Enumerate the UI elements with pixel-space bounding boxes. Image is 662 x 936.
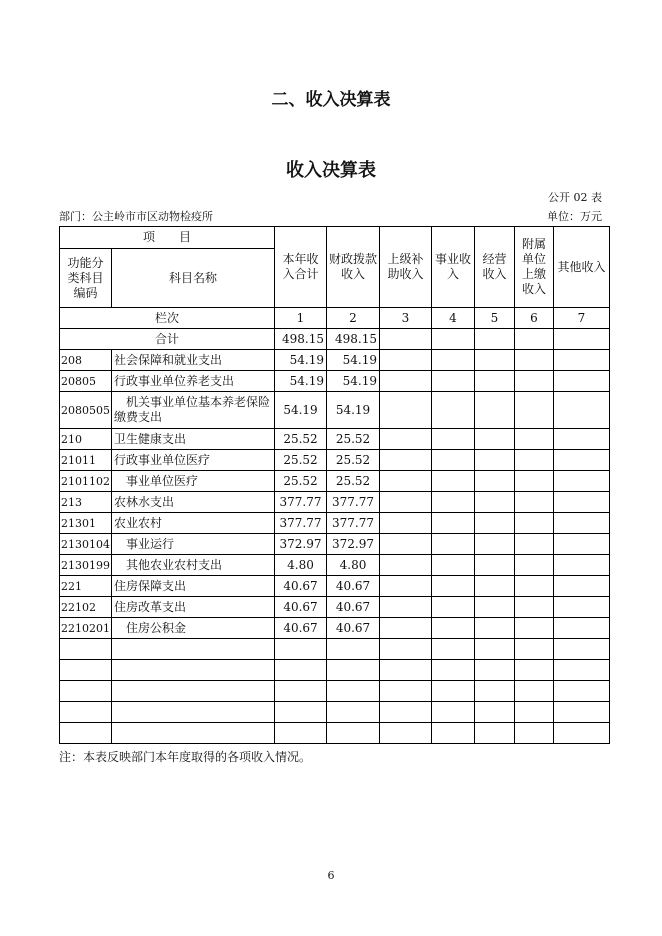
row-name: 农业农村 xyxy=(112,513,275,534)
income-table xyxy=(59,226,610,744)
row-name: 行政事业单位医疗 xyxy=(112,450,275,471)
empty-row xyxy=(60,660,610,681)
table-row xyxy=(60,450,610,471)
row-name: 机关事业单位基本养老保险缴费支出 xyxy=(112,392,275,429)
row-name: 事业单位医疗 xyxy=(112,471,275,492)
row-code: 221 xyxy=(60,576,112,597)
row-total: 40.67 xyxy=(275,597,327,618)
row-total: 377.77 xyxy=(275,492,327,513)
row-fiscal: 40.67 xyxy=(327,618,380,639)
row-code: 2130104 xyxy=(60,534,112,555)
row-fiscal: 25.52 xyxy=(327,471,380,492)
table-row xyxy=(60,471,610,492)
row-fiscal: 372.97 xyxy=(327,534,380,555)
header-col: 附属单位上缴收入 xyxy=(515,227,554,308)
header-col: 本年收入合计 xyxy=(275,227,327,308)
col-num: 3 xyxy=(380,308,432,329)
col-num: 7 xyxy=(554,308,610,329)
row-code: 2210201 xyxy=(60,618,112,639)
unit-label: 单位：万元 xyxy=(547,210,602,223)
col-num: 4 xyxy=(432,308,475,329)
table-title: 收入决算表 xyxy=(286,160,376,181)
page-number: 6 xyxy=(327,869,335,882)
row-code: 2130199 xyxy=(60,555,112,576)
empty-row xyxy=(60,681,610,702)
row-code: 21301 xyxy=(60,513,112,534)
table-row xyxy=(60,350,610,371)
table-row xyxy=(60,513,610,534)
row-fiscal: 25.52 xyxy=(327,429,380,450)
table-row xyxy=(60,597,610,618)
empty-row xyxy=(60,639,610,660)
table-row xyxy=(60,429,610,450)
row-fiscal: 54.19 xyxy=(327,392,380,429)
row-total: 54.19 xyxy=(275,350,327,371)
row-name: 社会保障和就业支出 xyxy=(112,350,275,371)
row-code: 20805 xyxy=(60,371,112,392)
row-total: 4.80 xyxy=(275,555,327,576)
header-col: 上级补助收入 xyxy=(380,227,432,308)
header-item: 项 目 xyxy=(60,227,275,249)
row-total: 40.67 xyxy=(275,618,327,639)
row-total: 25.52 xyxy=(275,450,327,471)
row-code: 2101102 xyxy=(60,471,112,492)
row-fiscal: 54.19 xyxy=(327,350,380,371)
col-num: 2 xyxy=(327,308,380,329)
row-fiscal: 40.67 xyxy=(327,597,380,618)
row-name: 住房保障支出 xyxy=(112,576,275,597)
row-name: 其他农业农村支出 xyxy=(112,555,275,576)
department-label: 部门：公主岭市市区动物检疫所 xyxy=(59,210,213,223)
table-note: 注：本表反映部门本年度取得的各项收入情况。 xyxy=(59,750,312,764)
row-label: 栏次 xyxy=(60,308,275,329)
table-row xyxy=(60,492,610,513)
table-row xyxy=(60,555,610,576)
row-fiscal: 25.52 xyxy=(327,450,380,471)
section-heading: 二、收入决算表 xyxy=(271,90,391,110)
row-fiscal: 377.77 xyxy=(327,492,380,513)
table-row xyxy=(60,392,610,429)
row-fiscal: 54.19 xyxy=(327,371,380,392)
col-num: 1 xyxy=(275,308,327,329)
row-total: 372.97 xyxy=(275,534,327,555)
row-total: 54.19 xyxy=(275,392,327,429)
header-code: 功能分类科目编码 xyxy=(60,249,112,308)
total-value: 498.15 xyxy=(327,329,380,350)
total-label: 合计 xyxy=(60,329,275,350)
row-name: 卫生健康支出 xyxy=(112,429,275,450)
row-code: 2080505 xyxy=(60,392,112,429)
row-fiscal: 40.67 xyxy=(327,576,380,597)
row-total: 54.19 xyxy=(275,371,327,392)
row-name: 住房改革支出 xyxy=(112,597,275,618)
row-name: 行政事业单位养老支出 xyxy=(112,371,275,392)
col-num: 5 xyxy=(475,308,515,329)
total-value: 498.15 xyxy=(275,329,327,350)
header-col: 事业收入 xyxy=(432,227,475,308)
header-name: 科目名称 xyxy=(112,249,275,308)
row-fiscal: 4.80 xyxy=(327,555,380,576)
row-name: 住房公积金 xyxy=(112,618,275,639)
row-code: 22102 xyxy=(60,597,112,618)
empty-row xyxy=(60,702,610,723)
row-fiscal: 377.77 xyxy=(327,513,380,534)
row-name: 农林水支出 xyxy=(112,492,275,513)
empty-row xyxy=(60,723,610,744)
table-row xyxy=(60,371,610,392)
table-row xyxy=(60,618,610,639)
row-total: 377.77 xyxy=(275,513,327,534)
row-total: 25.52 xyxy=(275,429,327,450)
row-name: 事业运行 xyxy=(112,534,275,555)
header-col: 经营收入 xyxy=(475,227,515,308)
row-code: 210 xyxy=(60,429,112,450)
row-code: 21011 xyxy=(60,450,112,471)
header-col: 财政拨款收入 xyxy=(327,227,380,308)
row-code: 213 xyxy=(60,492,112,513)
table-row xyxy=(60,534,610,555)
row-total: 25.52 xyxy=(275,471,327,492)
form-code: 公开 02 表 xyxy=(548,191,602,204)
table-row xyxy=(60,576,610,597)
row-code: 208 xyxy=(60,350,112,371)
row-total: 40.67 xyxy=(275,576,327,597)
col-num: 6 xyxy=(515,308,554,329)
header-col: 其他收入 xyxy=(554,227,610,308)
